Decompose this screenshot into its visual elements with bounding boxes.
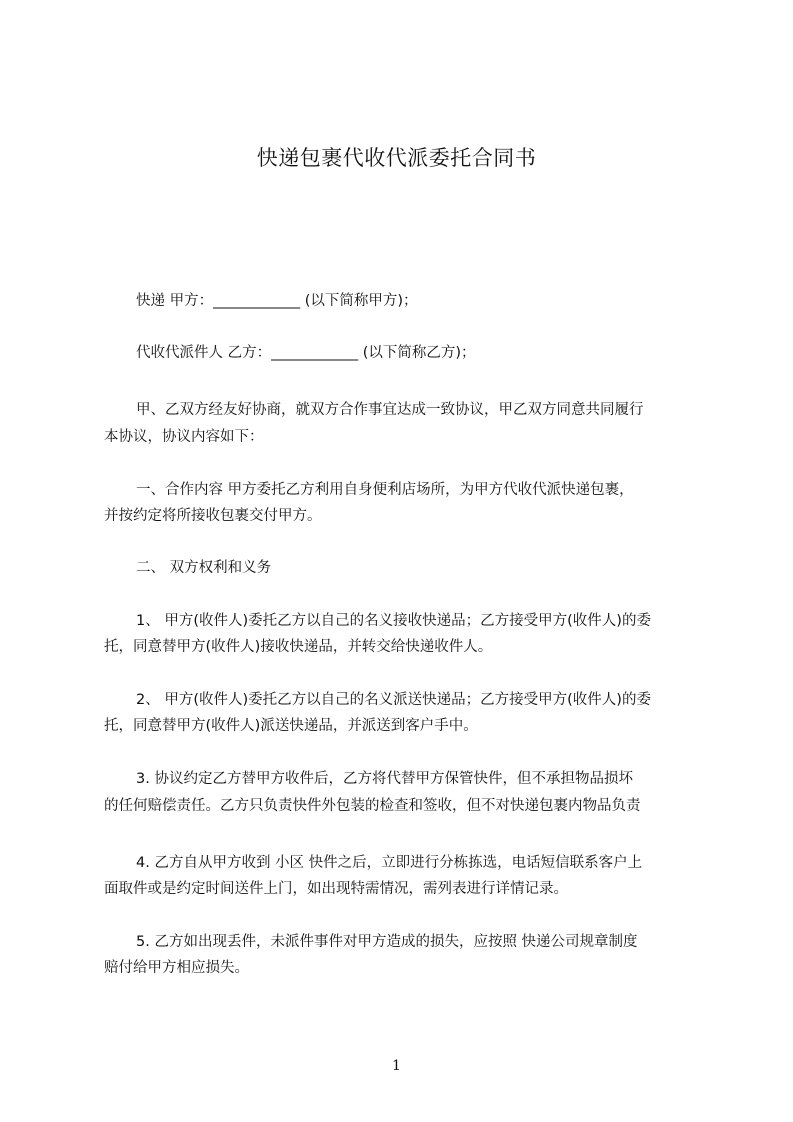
- party-a-line: 快递 甲方：____________ (以下简称甲方)；: [136, 293, 418, 309]
- clause-3-line-1: 3. 协议约定乙方替甲方收件后，乙方将代替甲方保管快件，但不承担物品损坏: [136, 771, 633, 787]
- clause-1-line-1: 1、 甲方(收件人)委托乙方以自己的名义接收快递品；乙方接受甲方(收件人)的委: [136, 613, 651, 629]
- clause-2-line-1: 2、 甲方(收件人)委托乙方以自己的名义派送快递品；乙方接受甲方(收件人)的委: [136, 692, 651, 708]
- party-b-line: 代收代派件人 乙方：____________ (以下简称乙方)；: [136, 345, 476, 361]
- intro-line-2: 本协议，协议内容如下：: [104, 429, 264, 445]
- intro-line-1: 甲、乙双方经友好协商，就双方合作事宜达成一致协议，甲乙双方同意共同履行: [136, 402, 644, 418]
- clause-5-line-1: 5. 乙方如出现丢件，未派件事件对甲方造成的损失，应按照 快递公司规章制度: [136, 934, 638, 950]
- clause-4-line-2: 面取件或是约定时间送件上门，如出现特需情况，需列表进行详情记录。: [104, 881, 568, 897]
- section1-line-2: 并按约定将所接收包裹交付甲方。: [104, 508, 322, 524]
- clause-2-line-2: 托，同意替甲方(收件人)派送快递品，并派送到客户手中。: [104, 718, 478, 734]
- section2-heading: 二、 双方权利和义务: [136, 560, 272, 576]
- clause-3-line-2: 的任何赔偿责任。乙方只负责快件外包装的检查和签收，但不对快递包裹内物品负责: [104, 798, 641, 814]
- clause-1-line-2: 托，同意替甲方(收件人)接收快递品，并转交给快递收件人。: [104, 639, 493, 655]
- page-number: 1: [392, 1058, 401, 1074]
- section1-line-1: 一、合作内容 甲方委托乙方利用自身便利店场所，为甲方代收代派快递包裹，: [136, 482, 634, 498]
- clause-4-line-1: 4. 乙方自从甲方收到 小区 快件之后，立即进行分栋拣选，电话短信联系客户上: [136, 855, 643, 871]
- document-title: 快递包裹代收代派委托合同书: [256, 146, 537, 170]
- clause-5-line-2: 赔付给甲方相应损失。: [104, 960, 249, 976]
